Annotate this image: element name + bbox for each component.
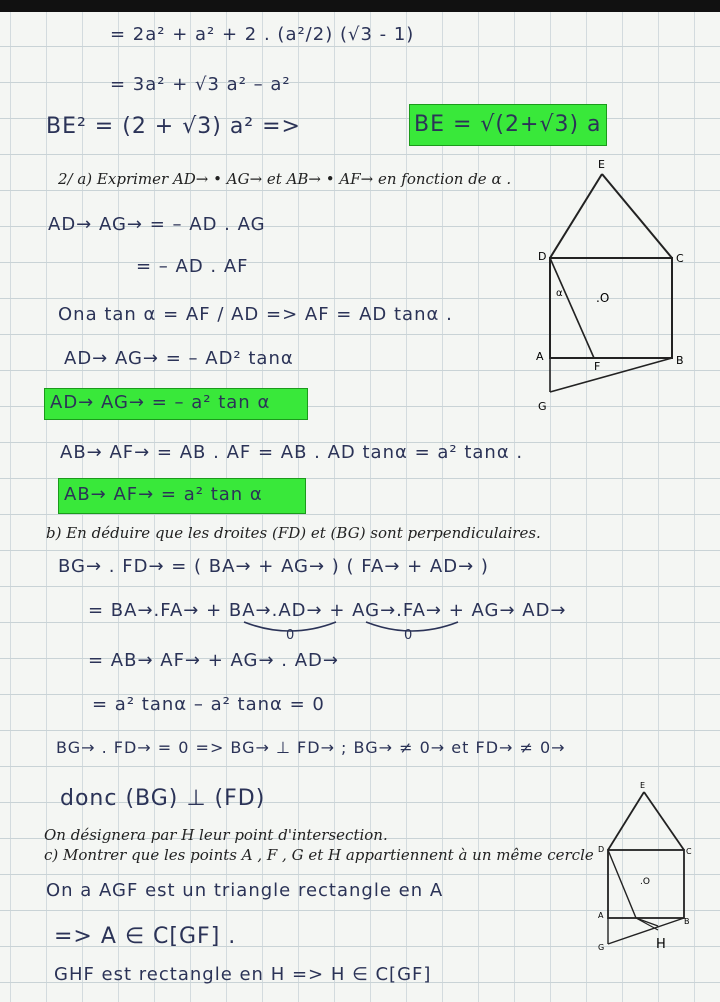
result-be-text: BE = √(2+√3) a bbox=[414, 112, 602, 137]
zero-1: 0 bbox=[286, 628, 296, 643]
line-2: = 3a² + √3 a² – a² bbox=[110, 74, 291, 95]
line-12: = a² tanα – a² tanα = 0 bbox=[92, 694, 325, 715]
line-11: = AB→ AF→ + AG→ . AD→ bbox=[88, 650, 339, 671]
fig1-label-f: F bbox=[594, 360, 601, 373]
question-2b: b) En déduire que les droites (FD) et (BG) sont perpendiculaires. bbox=[46, 524, 541, 542]
line-9: BG→ . FD→ = ( BA→ + AG→ ) ( FA→ + AD→ ) bbox=[58, 556, 489, 577]
line-17: GHF est rectangle en H => H ∈ C[GF] bbox=[54, 964, 432, 985]
line-3: BE² = (2 + √3) a² => bbox=[46, 114, 301, 139]
fig2-label-h: H bbox=[656, 937, 666, 952]
line-6: Ona tan α = AF / AD => AF = AD tanα . bbox=[58, 304, 453, 325]
line-7: AD→ AG→ = – AD² tanα bbox=[64, 348, 294, 369]
line-15: On a AGF est un triangle rectangle en A bbox=[46, 880, 444, 901]
fig2-label-b: B bbox=[684, 917, 690, 926]
figure-house-1 bbox=[530, 156, 690, 416]
fig1-label-c: C bbox=[676, 252, 684, 265]
fig2-label-g: G bbox=[598, 943, 605, 952]
result-ad-ag-text: AD→ AG→ = – a² tan α bbox=[50, 392, 271, 413]
fig1-label-b: B bbox=[676, 354, 684, 367]
fig2-label-a: A bbox=[598, 911, 604, 920]
line-4: AD→ AG→ = – AD . AG bbox=[48, 214, 266, 235]
line-16: => A ∈ C[GF] . bbox=[54, 924, 237, 949]
line-1: = 2a² + a² + 2 . (a²/2) (√3 - 1) bbox=[110, 24, 415, 45]
question-2a: 2/ a) Exprimer AD→ • AG→ et AB→ • AF→ en fonction de α . bbox=[58, 170, 512, 188]
fig2-label-d: D bbox=[598, 845, 605, 854]
line-10: = BA→.FA→ + BA→.AD→ + AG→.FA→ + AG→ AD→ bbox=[88, 600, 567, 621]
line-14: donc (BG) ⊥ (FD) bbox=[60, 786, 266, 811]
result-ab-af-text: AB→ AF→ = a² tan α bbox=[64, 484, 263, 505]
fig2-label-c: C bbox=[686, 847, 692, 856]
fig2-label-o: .O bbox=[640, 877, 650, 887]
line-8: AB→ AF→ = AB . AF = AB . AD tanα = a² tanα . bbox=[60, 442, 524, 463]
figure-house-2 bbox=[596, 782, 696, 952]
fig2-label-e: E bbox=[640, 782, 646, 790]
fig1-label-a: A bbox=[536, 350, 544, 363]
fig1-label-d: D bbox=[538, 250, 547, 263]
line-5: = – AD . AF bbox=[136, 256, 249, 277]
fig1-label-o: .O bbox=[596, 291, 610, 305]
fig1-label-g: G bbox=[538, 400, 547, 413]
question-2c-intro: On désignera par H leur point d'intersection. bbox=[44, 826, 388, 844]
fig1-label-alpha: α bbox=[556, 288, 563, 299]
zero-2: 0 bbox=[404, 628, 414, 643]
fig1-label-e: E bbox=[598, 158, 605, 171]
line-13: BG→ . FD→ = 0 => BG→ ⊥ FD→ ; BG→ ≠ 0→ et FD→ ≠ 0→ bbox=[56, 738, 566, 757]
question-2c: c) Montrer que les points A , F , G et H appartiennent à un même cercle bbox=[44, 846, 594, 864]
top-bar bbox=[0, 0, 720, 12]
